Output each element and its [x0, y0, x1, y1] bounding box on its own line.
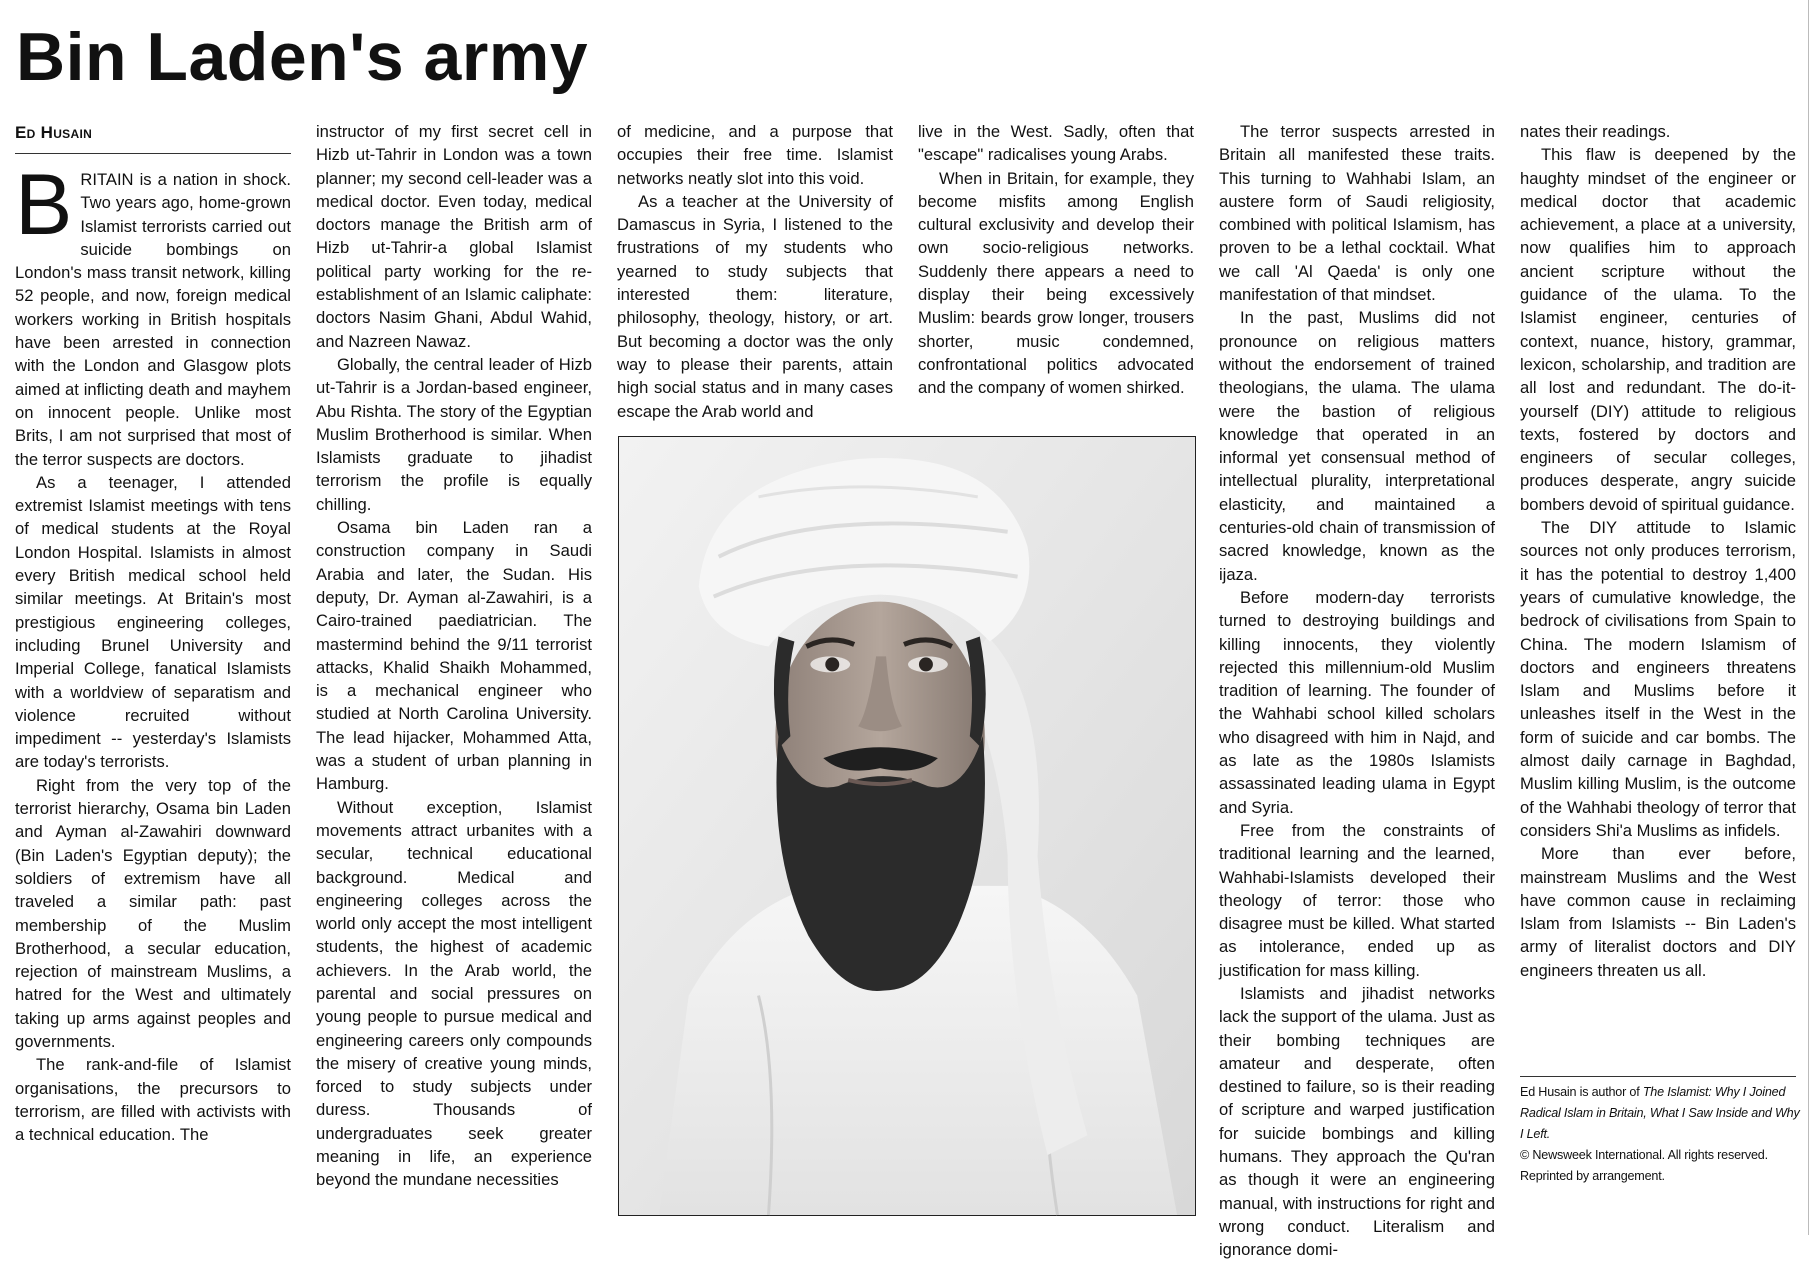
portrait-illustration	[619, 437, 1195, 1215]
paragraph: live in the West. Sadly, often that "escape" radicalises young Arabs.	[918, 122, 1194, 165]
paragraph: instructor of my first secret cell in Hizb ut-Tahrir in London was a town planner; my second cell-leader was a medical doctor. Even today, medical doctors manage the British arm of Hizb ut-Tahrir-a global Islamist political party working for the re-establishment of an Islamic caliphate: doctors Nasim Ghani, Abdul Wahid, and Nazreen Nawaz.	[316, 122, 592, 351]
paragraph: As a teacher at the University of Damascus in Syria, I listened to the frustrations of my students who yearned to study subjects that interested them: literature, philosophy, theology, history, or art. But becoming a doctor was the only way to please their parents, attain high social status and in many cases escape the Arab world and	[617, 191, 893, 421]
paragraph: The rank-and-file of Islamist organisations, the precursors to terrorism, are filled with activists with a technical education. The	[15, 1055, 291, 1145]
paragraph: In the past, Muslims did not pronounce on religious matters without the endorsement of trained theologians, the ulama. The ulama were the bastion of religious knowledge that operated in an informal yet consensual method of intellectual plurality, interpretational elasticity, and maintained a centuries-old chain of transmission of sacred knowledge, known as the ijaza.	[1219, 308, 1495, 584]
paragraph: The terror suspects arrested in Britain all manifested these traits. This turning to Wahhabi Islam, an austere form of Saudi religiosity, combined with political Islamism, has proven to be a lethal cocktail. What we call 'Al Qaeda' is only one manifestation of that mindset.	[1219, 122, 1495, 305]
byline-divider	[15, 153, 291, 154]
paragraph-text: is a nation in shock. Two years ago, home-grown Islamist terrorists carried out suicide bombings on London's mass transit network, killing 52 people, and now, foreign medical workers working in British hospitals have been arrested in connection with the London and Glasgow plots aimed at inflicting death and mayhem on innocent people. Unlike most Brits, I am not surprised that most of the terror suspects are doctors.	[15, 170, 291, 469]
paragraph: Globally, the central leader of Hizb ut-Tahrir is a Jordan-based engineer, Abu Rishta. The story of the Egyptian Muslim Brotherhood is similar. When Islamists graduate to jihadist terrorism the profile is equally chilling.	[316, 354, 592, 514]
book-title: The Islamist: Why I Joined Radical Islam in Britain, What I Saw Inside and Why I Left.	[1520, 1085, 1800, 1141]
article-column-2	[316, 120, 592, 1192]
paragraph: of medicine, and a purpose that occupies their free time. Islamist networks neatly slot into this void.	[617, 122, 893, 188]
paragraph: As a teenager, I attended extremist Islamist meetings with tens of medical students at the Royal London Hospital. Islamists in almost every British medical school held similar meetings. At Britain's most prestigious engineering colleges, including Brunel University and Imperial College, fanatical Islamists with a worldview of separatism and violence recruited without impediment -- yesterday's Islamists are today's terrorists.	[15, 472, 291, 772]
article-column-5	[1219, 120, 1495, 1262]
copyright-notice: © Newsweek International. All rights reserved.	[1520, 1148, 1768, 1162]
drop-cap: B	[15, 157, 73, 253]
paragraph: nates their readings.	[1520, 122, 1671, 141]
article-column-1	[15, 157, 291, 1146]
byline: Ed Husain	[15, 123, 93, 142]
article-column-3	[617, 120, 893, 423]
paragraph: Right from the very top of the terrorist hierarchy, Osama bin Laden and Ayman al-Zawahiri downward (Bin Laden's Egyptian deputy); the soldiers of extremism have all traveled a similar path: past membership of the Muslim Brotherhood, a secular education, rejection of mainstream Muslims, a hatred for the West and ultimately taking up arms against peoples and governments.	[15, 775, 291, 1051]
paragraph: More than ever before, mainstream Muslims and the West have common cause in reclaiming Islam from Islamists -- Bin Laden's army of literalist doctors and DIY engineers threaten us all.	[1520, 844, 1796, 980]
paragraph: Osama bin Laden ran a construction company in Saudi Arabia and later, the Sudan. His deputy, Dr. Ayman al-Zawahiri, is a Cairo-trained paediatrician. The mastermind behind the 9/11 terrorist attacks, Khalid Shaikh Mohammed, is a mechanical engineer who studied at North Carolina University. The lead hijacker, Mohammed Atta, was a student of urban planning in Hamburg.	[316, 518, 592, 794]
paragraph	[15, 157, 291, 471]
paragraph: The DIY attitude to Islamic sources not only produces terrorism, it has the potential to destroy 1,400 years of cumulative knowledge, the bedrock of civilisations from Spain to China. The modern Islamism of doctors and engineers threatens Islam and Muslims before it unleashes itself in the West in the form of suicide and car bombs. The almost daily carnage in Baghdad, Muslim killing Muslim, is the outcome of the Wahhabi theology of terror that considers Shi'a Muslims as infidels.	[1520, 518, 1796, 840]
paragraph: Before modern-day terrorists turned to destroying buildings and killing innocents, they violently rejected this millennium-old Muslim tradition of learning. The founder of the Wahhabi school killed scholars who disagreed with him in Najd, and as late as the 1980s Islamists assassinated leading ulama in Egypt and Syria.	[1219, 587, 1495, 817]
page-edge	[1808, 0, 1809, 1235]
credit-prefix: Ed Husain is author of	[1520, 1085, 1643, 1099]
credit-divider	[1520, 1076, 1796, 1077]
paragraph: This flaw is deepened by the haughty mindset of the engineer or medical doctor that academic achievement, a place at a university, now qualifies him to approach ancient scripture without the guidance of the ulama. To the Islamist engineer, centuries of context, nuance, history, grammar, lexicon, scholarship, and tradition are all lost and redundant. The do-it-yourself (DIY) attitude to religious texts, fostered by doctors and engineers of secular colleges, produces desperate, angry suicide bombers devoid of spiritual guidance.	[1520, 145, 1796, 514]
article-column-4	[918, 120, 1194, 400]
author-credit	[1520, 1082, 1800, 1187]
portrait-photo	[618, 436, 1196, 1216]
reprint-notice: Reprinted by arrangement.	[1520, 1169, 1665, 1183]
headline: Bin Laden's army	[16, 19, 589, 95]
paragraph: Free from the constraints of traditional learning and the learned, Wahhabi-Islamists developed their theology of terror: those who disagree must be killed. What started as intolerance, ended up as justification for mass killing.	[1219, 820, 1495, 980]
lead-in-caps: RITAIN	[80, 170, 134, 189]
article-column-6	[1520, 120, 1796, 982]
paragraph: When in Britain, for example, they become misfits among English cultural exclusivity and develop their own socio-religious networks. Suddenly there appears a need to display their being excessively Muslim: beards grow longer, trousers shorter, music condemned, confrontational politics advocated and the company of women shirked.	[918, 168, 1194, 398]
paragraph: Without exception, Islamist movements attract urbanites with a secular, technical educational background. Medical and engineering colleges across the world only accept the most intelligent students, the highest of academic achievers. In the Arab world, the parental and social pressures on young people to pursue medical and engineering careers only compounds the misery of creative young minds, forced to study subjects under duress. Thousands of undergraduates seek greater meaning in life, an experience beyond the mundane necessities	[316, 797, 592, 1190]
paragraph: Islamists and jihadist networks lack the support of the ulama. Just as their bombing techniques are amateur and desperate, often destined to failure, so is their reading of scripture and warped justification for suicide bombings and killing humans. They approach the Qu'ran as though it were an engineering manual, with instructions for right and wrong conduct. Literalism and ignorance domi-	[1219, 983, 1495, 1260]
